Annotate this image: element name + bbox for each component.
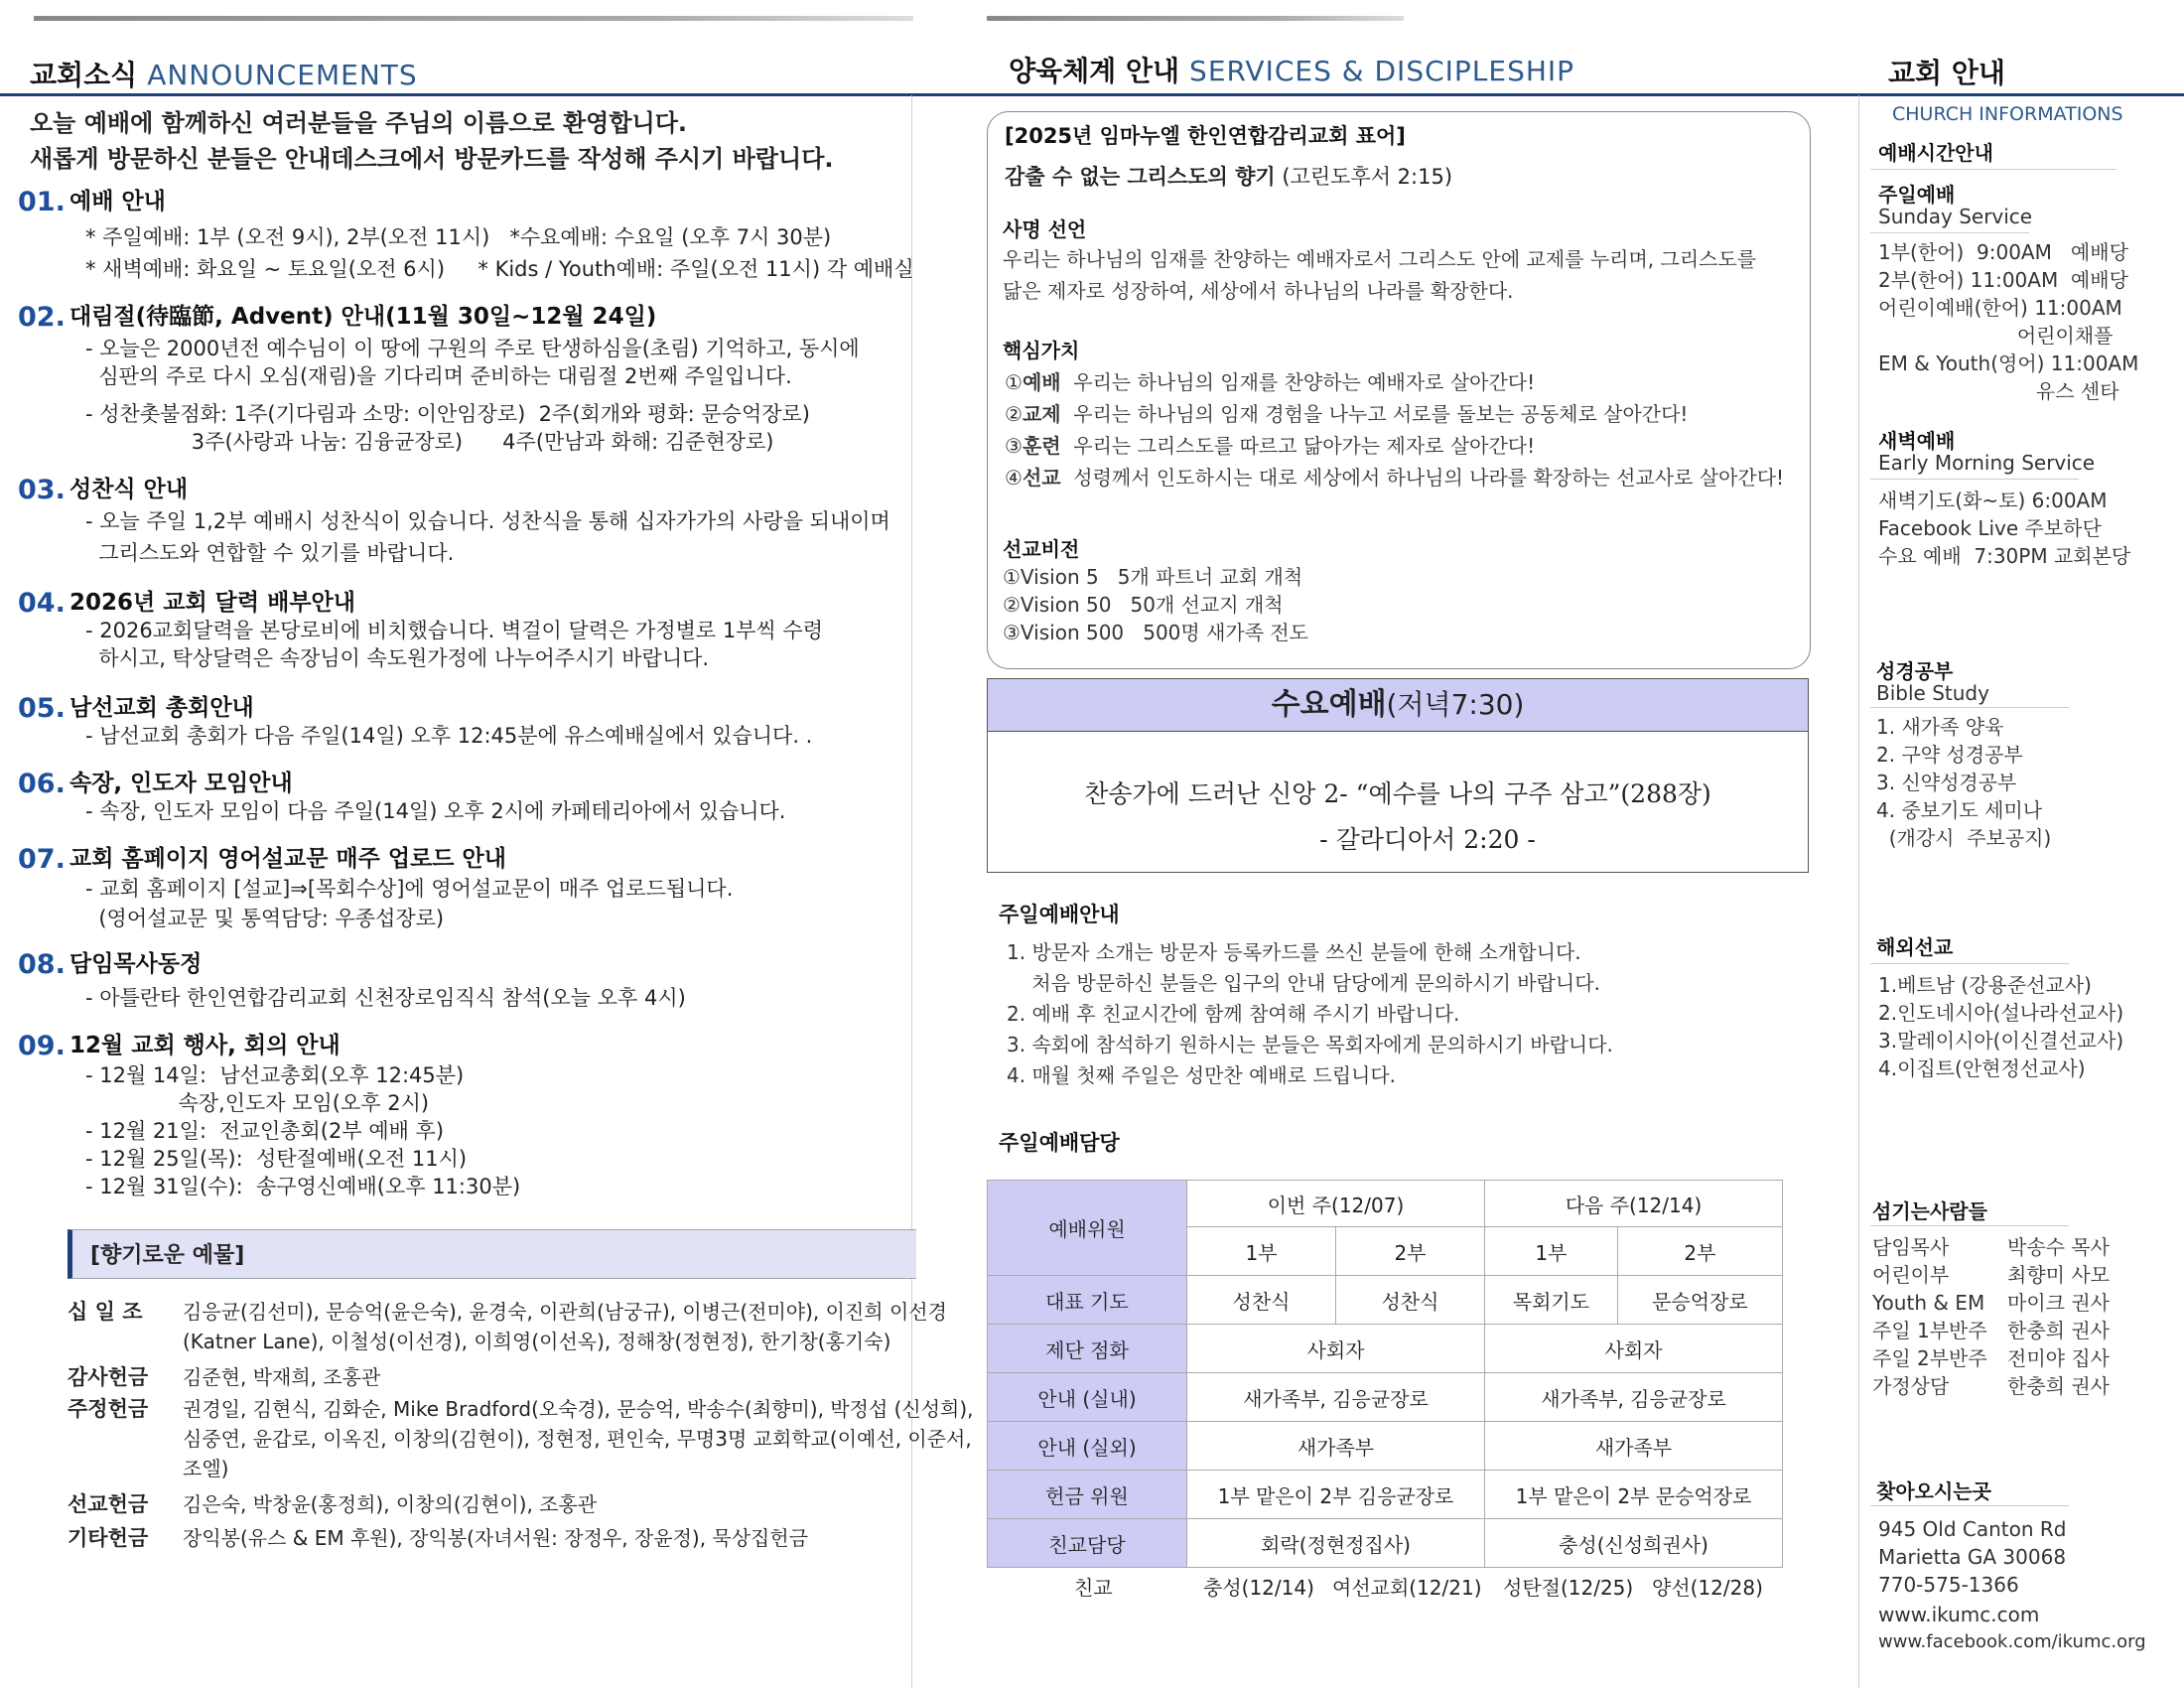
item-number: 06. xyxy=(18,769,66,799)
announcement-item xyxy=(18,844,911,933)
gift-names: 김응균(김선미), 문승억(윤은숙), 윤경숙, 이관희(남궁규), 이병근(전미야), 이진희 이선경(Katner Lane), 이철성(이선경), 이희영(이선옥), 정해창(정현정), 한기창(홍기숙) xyxy=(183,1300,947,1353)
sunday-service-line: 2부(한어) 11:00AM 예배당 xyxy=(1878,268,2128,292)
value-keyword: 선교 xyxy=(1022,466,1061,490)
address-line: Marietta GA 30068 xyxy=(1878,1545,2067,1569)
vision-item xyxy=(1003,590,1284,620)
staff-name: 전미야 집사 xyxy=(2007,1346,2110,1370)
sunday-service-line: 어린이채플 xyxy=(1878,324,2114,348)
duty-cell: 1부 맡은이 2부 문승억장로 xyxy=(1484,1471,1782,1519)
duty-service-2: 2부 xyxy=(1617,1227,1782,1276)
top-rule-left xyxy=(34,16,913,21)
sunday-service-en: Sunday Service xyxy=(1878,205,2033,228)
announcement-item xyxy=(18,693,911,753)
item-line: - 오늘은 2000년전 예수님이 이 땅에 구원의 주로 탄생하심을(초림) 기억하고, 동시에 xyxy=(85,337,860,360)
value-keyword: 예배 xyxy=(1022,370,1061,394)
wednesday-service-time: (저녁7:30) xyxy=(1386,688,1525,721)
staff-role: 담임목사 xyxy=(1872,1235,1950,1259)
staff-title: 섬기는사람들 xyxy=(1872,1199,1987,1223)
phone-number: 770-575-1366 xyxy=(1878,1573,2019,1597)
sunday-notice-line: 2. 예배 후 친교시간에 함께 참여해 주시기 바랍니다. xyxy=(1007,1002,1460,1026)
staff-role: 주일 2부반주 xyxy=(1872,1346,1987,1370)
gift-names: 장익봉(유스 & EM 후원), 장익봉(자녀서원: 장정우, 장윤정), 묵상집헌금 xyxy=(183,1526,809,1550)
item-line: - 12월 25일(목): 성탄절예배(오전 11시) xyxy=(85,1147,468,1171)
item-number: 04. xyxy=(18,588,66,619)
value-text: 성령께서 인도하시는 대로 세상에서 하나님의 나라를 확장하는 선교사로 살아간다! xyxy=(1073,466,1785,490)
duty-this-week: 이번 주(12/07) xyxy=(1187,1181,1485,1227)
value-text: 우리는 하나님의 임재를 찬양하는 예배자로 살아간다! xyxy=(1073,370,1536,394)
announcement-item xyxy=(18,187,914,286)
motto-line xyxy=(1005,161,1452,191)
gifts-title-box xyxy=(68,1229,916,1279)
item-number: 03. xyxy=(18,475,66,505)
duty-service-1: 1부 xyxy=(1484,1227,1617,1276)
sunday-service-line: 유스 센타 xyxy=(1878,379,2119,403)
divider xyxy=(1870,1505,2069,1506)
overseas-mission-line: 1.베트남 (강용준선교사) xyxy=(1878,973,2092,997)
wednesday-service-title: 수요예배 xyxy=(1271,687,1387,722)
item-line: - 2026교회달력을 본당로비에 비치했습니다. 벽걸이 달력은 가정별로 1부씩 수령 xyxy=(85,619,824,642)
announcement-item xyxy=(18,769,911,828)
staff-role: 어린이부 xyxy=(1872,1263,1950,1287)
fellowship-item: 여선교회(12/21) xyxy=(1332,1576,1482,1600)
value-number: ③ xyxy=(1005,434,1023,458)
item-line: - 12월 21일: 전교인총회(2부 예배 후) xyxy=(85,1119,445,1143)
item-line: - 12월 31일(수): 송구영신예배(오후 11:30분) xyxy=(85,1175,521,1198)
announcement-item xyxy=(18,588,911,677)
value-keyword: 교제 xyxy=(1022,402,1061,426)
sunday-service-line: EM & Youth(영어) 11:00AM xyxy=(1878,352,2139,375)
sunday-notice-line: 1. 방문자 소개는 방문자 등록카드를 쓰신 분들에 한해 소개합니다. xyxy=(1007,940,1581,964)
duty-next-week: 다음 주(12/14) xyxy=(1484,1181,1782,1227)
vision-text: 500명 새가족 전도 xyxy=(1143,621,1309,644)
sunday-notice-line: 4. 매월 첫째 주일은 성만찬 예배로 드립니다. xyxy=(1007,1063,1397,1087)
staff-role: 주일 1부반주 xyxy=(1872,1319,1987,1342)
services-header-en: SERVICES & DISCIPLESHIP xyxy=(1189,55,1575,87)
duty-row-label: 제단 점화 xyxy=(988,1325,1187,1373)
staff-role: Youth & EM xyxy=(1872,1291,1985,1315)
bible-study-line: 3. 신약성경공부 xyxy=(1876,771,2017,794)
sunday-service-line: 1부(한어) 9:00AM 예배당 xyxy=(1878,240,2128,264)
item-number: 08. xyxy=(18,949,66,980)
item-line: - 12월 14일: 남선교총회(오후 12:45분) xyxy=(85,1063,465,1087)
announcements-header xyxy=(30,54,418,93)
item-number: 07. xyxy=(18,844,66,875)
item-title: 대림절(待臨節, Advent) 안내(11월 30일~12월 24일) xyxy=(69,304,657,330)
fellowship-item: 성탄절(12/25) xyxy=(1503,1576,1634,1600)
duty-cell: 성찬식 xyxy=(1187,1276,1336,1325)
duty-header-row xyxy=(988,1181,1783,1227)
divider xyxy=(1870,707,2069,708)
gift-label: 기타헌금 xyxy=(68,1526,149,1550)
duty-cell: 새가족부, 김응균장로 xyxy=(1484,1373,1782,1422)
announcement-item xyxy=(18,475,911,574)
announcement-item xyxy=(18,949,911,1009)
item-number: 02. xyxy=(18,302,66,333)
value-keyword: 훈련 xyxy=(1022,434,1061,458)
bible-study-en: Bible Study xyxy=(1876,681,1989,705)
item-line: 속장,인도자 모임(오후 2시) xyxy=(85,1091,430,1115)
wednesday-sermon-title: 찬송가에 드러난 신앙 2- “예수를 나의 구주 삼고”(288장) xyxy=(1084,779,1711,808)
item-line: - 아틀란타 한인연합감리교회 신천장로임직식 참석(오늘 오후 4시) xyxy=(85,986,686,1010)
staff-role: 가정상담 xyxy=(1872,1374,1950,1398)
duty-cell: 사회자 xyxy=(1187,1325,1485,1373)
motto-text: 감출 수 없는 그리스도의 향기 xyxy=(1005,165,1276,189)
duty-cell: 충성(신성희권사) xyxy=(1484,1519,1782,1568)
vision-title: 선교비전 xyxy=(1003,537,1080,561)
gift-label: 감사헌금 xyxy=(68,1365,149,1389)
gift-label: 십 일 조 xyxy=(68,1300,143,1324)
sunday-service-line: 어린이예배(한어) 11:00AM xyxy=(1878,296,2122,320)
core-value xyxy=(1005,463,1784,492)
gift-names: 김은숙, 박창윤(홍정희), 이창의(김현이), 조홍관 xyxy=(183,1492,598,1516)
duty-service-2: 2부 xyxy=(1335,1227,1484,1276)
duty-row xyxy=(988,1519,1783,1568)
dawn-service-title: 새벽예배 xyxy=(1878,429,1956,453)
bible-study-line: 2. 구약 성경공부 xyxy=(1876,743,2023,767)
divider xyxy=(1870,963,2069,964)
divider xyxy=(1870,169,2116,170)
value-text: 우리는 하나님의 임재 경험을 나누고 서로를 돌보는 공동체로 살아간다! xyxy=(1073,402,1689,426)
staff-name: 박송수 목사 xyxy=(2007,1235,2110,1259)
item-title: 2026년 교회 달력 배부안내 xyxy=(69,590,355,616)
duty-row xyxy=(988,1373,1783,1422)
item-title: 12월 교회 행사, 회의 안내 xyxy=(69,1033,341,1058)
item-title: 남선교회 총회안내 xyxy=(69,695,254,721)
wednesday-service-box xyxy=(987,678,1809,873)
dawn-service-line: Facebook Live 주보하단 xyxy=(1878,516,2102,540)
duty-corner: 예배위원 xyxy=(988,1181,1187,1276)
vision-text: 5개 파트너 교회 개척 xyxy=(1117,565,1303,589)
duty-cell: 문승억장로 xyxy=(1617,1276,1782,1325)
dawn-service-en: Early Morning Service xyxy=(1878,451,2096,475)
duty-row-label: 친교담당 xyxy=(988,1519,1187,1568)
vision-item xyxy=(1003,618,1308,647)
duty-row-label: 안내 (실외) xyxy=(988,1422,1187,1471)
church-info-header-en: CHURCH INFORMATIONS xyxy=(1892,103,2123,125)
bible-study-line: 1. 새가족 양육 xyxy=(1876,715,2004,739)
item-line: 하시고, 탁상달력은 속장님이 속도원가정에 나누어주시기 바랍니다. xyxy=(85,646,710,670)
wednesday-service-header xyxy=(988,679,1808,732)
item-line: - 속장, 인도자 모임이 다음 주일(14일) 오후 2시에 카페테리아에서 있습니다. xyxy=(85,799,786,823)
duty-cell: 새가족부, 김응균장로 xyxy=(1187,1373,1485,1422)
item-title: 예배 안내 xyxy=(69,189,166,214)
directions-title: 찾아오시는곳 xyxy=(1876,1479,1991,1503)
item-number: 05. xyxy=(18,693,66,724)
core-value xyxy=(1005,367,1535,397)
item-line: - 성찬촛불점화: 1주(기다림과 소망: 이안임장로) 2주(회개와 평화: 문승억장로) xyxy=(85,402,810,426)
divider xyxy=(1870,1225,2069,1226)
dawn-service-line: 새벽기도(화~토) 6:00AM xyxy=(1878,489,2108,512)
duty-cell: 목회기도 xyxy=(1484,1276,1617,1325)
announcements-header-ko: 교회소식 xyxy=(30,59,138,91)
header-blue-rule xyxy=(0,93,2184,96)
item-title: 성찬식 안내 xyxy=(69,477,189,502)
duty-row xyxy=(988,1471,1783,1519)
vision-key: ①Vision 5 xyxy=(1003,565,1099,589)
sunday-notice-line: 처음 방문하신 분들은 입구의 안내 담당에게 문의하시기 바랍니다. xyxy=(1007,971,1600,995)
welcome-line-1: 오늘 예배에 함께하신 여러분들을 주님의 이름으로 환영합니다. xyxy=(30,109,688,137)
duty-row xyxy=(988,1276,1783,1325)
duty-row-label: 대표 기도 xyxy=(988,1276,1187,1325)
duty-row xyxy=(988,1422,1783,1471)
overseas-mission-line: 2.인도네시아(설나라선교사) xyxy=(1878,1001,2124,1025)
vision-item xyxy=(1003,562,1302,592)
welcome-line-2: 새롭게 방문하신 분들은 안내데스크에서 방문카드를 작성해 주시기 바랍니다. xyxy=(30,145,834,173)
item-line: 3주(사랑과 나눔: 김융균장로) 4주(만남과 화해: 김준현장로) xyxy=(85,430,774,454)
column-divider-right xyxy=(1858,95,1859,1688)
mission-title: 사명 선언 xyxy=(1003,217,1087,241)
duty-table xyxy=(987,1180,1783,1568)
core-values-title: 핵심가치 xyxy=(1003,339,1080,362)
wednesday-scripture: - 갈라디아서 2:20 - xyxy=(1319,825,1536,854)
item-title: 교회 홈페이지 영어설교문 매주 업로드 안내 xyxy=(69,846,506,872)
fellowship-label: 친교 xyxy=(1074,1576,1113,1600)
vision-key: ②Vision 50 xyxy=(1003,593,1112,617)
announcements-header-en: ANNOUNCEMENTS xyxy=(147,59,418,91)
core-value xyxy=(1005,399,1688,429)
church-info-header-ko: 교회 안내 xyxy=(1888,57,2005,89)
fellowship-item: 충성(12/14) xyxy=(1203,1576,1314,1600)
gift-names: 김준현, 박재희, 조홍관 xyxy=(183,1365,381,1389)
value-number: ② xyxy=(1005,402,1023,426)
duty-title: 주일예배담당 xyxy=(999,1131,1120,1155)
sunday-notice-title: 주일예배안내 xyxy=(999,903,1120,926)
divider xyxy=(1870,479,2079,480)
motto-reference: (고린도후서 2:15) xyxy=(1282,165,1453,189)
bible-study-line: (개강시 주보공지) xyxy=(1876,826,2052,850)
item-line: 그리스도와 연합할 수 있기를 바랍니다. xyxy=(85,541,455,565)
services-header-ko: 양육체계 안내 xyxy=(1009,55,1180,87)
item-line: - 남선교회 총회가 다음 주일(14일) 오후 12:45분에 유스예배실에서 있습니다. . xyxy=(85,724,813,748)
overseas-mission-line: 3.말레이시아(이신결선교사) xyxy=(1878,1029,2124,1053)
staff-name: 최향미 사모 xyxy=(2007,1263,2110,1287)
item-number: 09. xyxy=(18,1031,66,1061)
value-text: 우리는 그리스도를 따르고 닮아가는 제자로 살아간다! xyxy=(1073,434,1536,458)
duty-service-1: 1부 xyxy=(1187,1227,1336,1276)
staff-name: 한충희 권사 xyxy=(2007,1374,2110,1398)
duty-cell: 1부 맡은이 2부 김응균장로 xyxy=(1187,1471,1485,1519)
staff-name: 한충희 권사 xyxy=(2007,1319,2110,1342)
sunday-service-title: 주일예배 xyxy=(1878,183,1956,207)
item-title: 속장, 인도자 모임안내 xyxy=(69,771,293,796)
gift-row xyxy=(68,1297,947,1356)
website-link[interactable]: www.ikumc.com xyxy=(1878,1603,2040,1626)
duty-cell: 새가족부 xyxy=(1484,1422,1782,1471)
item-line: 심판의 주로 다시 오심(재림)을 기다리며 준비하는 대림절 2번째 주일입니다. xyxy=(85,364,792,388)
item-line: - 교회 홈페이지 [설교]⇒[목회수상]에 영어설교문이 매주 업로드됩니다. xyxy=(85,877,734,901)
core-value xyxy=(1005,431,1535,461)
gift-label: 선교헌금 xyxy=(68,1492,149,1516)
divider xyxy=(1870,232,2029,233)
address-line: 945 Old Canton Rd xyxy=(1878,1517,2067,1541)
overseas-mission-line: 4.이집트(안현정선교사) xyxy=(1878,1056,2086,1080)
item-line: - 오늘 주일 1,2부 예배시 성찬식이 있습니다. 성찬식을 통해 십자가가의 사랑을 되내이며 xyxy=(85,509,890,533)
staff-name: 마이크 권사 xyxy=(2007,1291,2110,1315)
sunday-notice-line: 3. 속회에 참석하기 원하시는 분들은 목회자에게 문의하시기 바랍니다. xyxy=(1007,1033,1613,1056)
mission-line: 닮은 제자로 성장하여, 세상에서 하나님의 나라를 확장한다. xyxy=(1003,279,1514,303)
duty-cell: 성찬식 xyxy=(1335,1276,1484,1325)
gift-names: 권경일, 김현식, 김화순, Mike Bradford(오숙경), 문승억, 박송수(최향미), 박정섭 (신성희), 심중연, 윤갑로, 이옥진, 이창의(김현이), 정현정, 편인숙, 무명3명 교회학교(이예선, 이준서, 조엘) xyxy=(183,1397,974,1480)
bible-study-line: 4. 중보기도 세미나 xyxy=(1876,798,2043,822)
item-line: * 주일예배: 1부 (오전 9시), 2부(오전 11시) *수요예배: 수요일 (오후 7시 30분) xyxy=(85,225,832,249)
gift-label: 주정헌금 xyxy=(68,1397,149,1421)
top-rule-middle xyxy=(987,16,1404,21)
facebook-link[interactable]: www.facebook.com/ikumc.org xyxy=(1878,1631,2146,1652)
mission-line: 우리는 하나님의 임재를 찬양하는 예배자로서 그리스도 안에 교제를 누리며, 그리스도를 xyxy=(1003,247,1757,271)
item-title: 담임목사동정 xyxy=(69,951,203,977)
duty-cell: 사회자 xyxy=(1484,1325,1782,1373)
announcement-item xyxy=(18,302,911,461)
gifts-title: [향기로운 예물] xyxy=(90,1243,245,1268)
duty-cell: 새가족부 xyxy=(1187,1422,1485,1471)
item-line: * 새벽예배: 화요일 ~ 토요일(오전 6시) * Kids / Youth예배: 주일(오전 11시) 각 예배실 xyxy=(85,257,914,281)
duty-cell: 회락(정현정집사) xyxy=(1187,1519,1485,1568)
overseas-mission-title: 해외선교 xyxy=(1876,935,1954,959)
value-number: ① xyxy=(1005,370,1023,394)
services-header xyxy=(1009,50,1574,89)
vision-key: ③Vision 500 xyxy=(1003,621,1125,644)
motto-title: [2025년 임마누엘 한인연합감리교회 표어] xyxy=(1005,124,1406,148)
duty-row xyxy=(988,1325,1783,1373)
value-number: ④ xyxy=(1005,466,1023,490)
fellowship-item: 양선(12/28) xyxy=(1652,1576,1763,1600)
duty-row-label: 헌금 위원 xyxy=(988,1471,1187,1519)
bible-study-title: 성경공부 xyxy=(1876,659,1954,683)
item-line: (영어설교문 및 통역담당: 우종섭장로) xyxy=(85,907,445,930)
item-number: 01. xyxy=(18,187,66,217)
dawn-service-line: 수요 예배 7:30PM 교회본당 xyxy=(1878,544,2131,568)
announcement-item xyxy=(18,1031,911,1199)
vision-text: 50개 선교지 개척 xyxy=(1130,593,1284,617)
duty-row-label: 안내 (실내) xyxy=(988,1373,1187,1422)
worship-times-title: 예배시간안내 xyxy=(1878,141,1993,165)
